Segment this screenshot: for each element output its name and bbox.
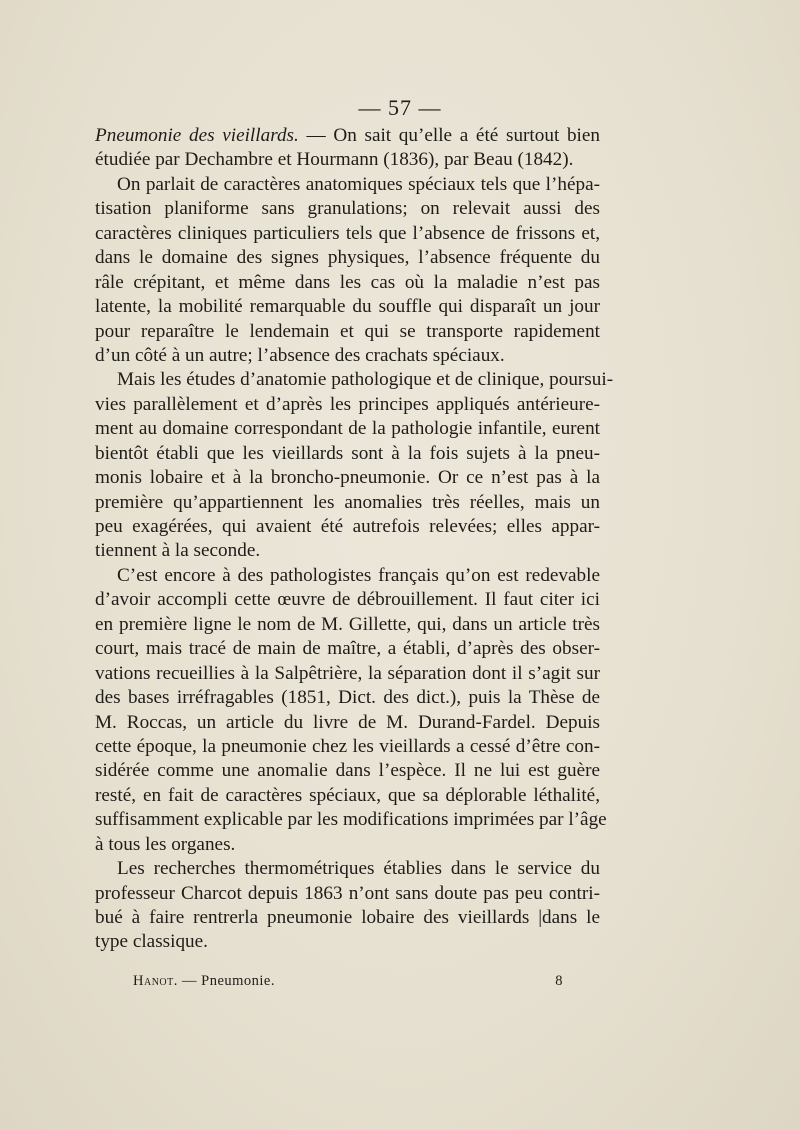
running-footer bbox=[133, 973, 275, 990]
text-line: tiennent à la seconde. bbox=[95, 540, 261, 562]
footer-title: — Pneumonie. bbox=[177, 973, 275, 989]
text-line: cette époque, la pneumonie chez les vieillards a cessé d’être con- bbox=[95, 735, 600, 757]
text-line: type classique. bbox=[95, 931, 208, 953]
text-line: court, mais tracé de main de maître, a établi, d’après des obser- bbox=[95, 638, 600, 660]
text-line-fragment: — On sait qu’elle a été surtout bien bbox=[298, 125, 600, 146]
text-body bbox=[95, 124, 614, 955]
text-line: professeur Charcot depuis 1863 n’ont sans doute pas peu contri- bbox=[95, 882, 600, 904]
text-line: C’est encore à des pathologistes français qu’on est redevable bbox=[117, 564, 600, 586]
text-line: latente, la mobilité remarquable du souffle qui disparaît un jour bbox=[95, 296, 600, 318]
text-line: monis lobaire et à la broncho-pneumonie. Or ce n’est pas à la bbox=[95, 467, 600, 489]
text-line: râle crépitant, et même dans les cas où la maladie n’est pas bbox=[95, 271, 600, 293]
text-line: d’avoir accompli cette œuvre de débrouillement. Il faut citer ici bbox=[95, 589, 600, 611]
text-line: ment au domaine correspondant de la pathologie infantile, eurent bbox=[95, 418, 600, 440]
section-heading: Pneumonie des vieillards. bbox=[95, 125, 299, 146]
text-line: à tous les organes. bbox=[95, 833, 236, 855]
signature-mark: 8 bbox=[555, 973, 563, 989]
text-line: caractères cliniques particuliers tels que l’absence de frissons et, bbox=[95, 222, 600, 244]
text-line: bué à faire rentrerla pneumonie lobaire des vieillards |dans le bbox=[95, 907, 600, 928]
text-line: suffisamment explicable par les modifications imprimées par l’âge bbox=[95, 809, 607, 831]
page-footer bbox=[133, 973, 563, 990]
text-line: bientôt établi que les vieillards sont à la fois sujets à la pneu- bbox=[95, 442, 600, 464]
text-line: M. Roccas, un article du livre de M. Durand-Fardel. Depuis bbox=[95, 711, 600, 733]
text-line: des bases irréfragables (1851, Dict. des dict.), puis la Thèse de bbox=[95, 687, 600, 709]
text-line: pour reparaître le lendemain et qui se transporte rapidement bbox=[95, 320, 600, 342]
text-line: vies parallèlement et d’après les principes appliqués antérieure- bbox=[95, 393, 600, 415]
text-line: tisation planiforme sans granulations; on relevait aussi des bbox=[95, 198, 600, 220]
text-line bbox=[95, 124, 600, 148]
text-line: On parlait de caractères anatomiques spéciaux tels que l’hépa- bbox=[117, 173, 600, 195]
text-line: vations recueillies à la Salpêtrière, la séparation dont il s’agit sur bbox=[95, 662, 600, 684]
text-line: d’un côté à un autre; l’absence des crachats spéciaux. bbox=[95, 344, 505, 366]
text-line: sidérée comme une anomalie dans l’espèce. Il ne lui est guère bbox=[95, 760, 600, 782]
footer-author: Hanot. bbox=[133, 973, 178, 989]
text-line: Les recherches thermométriques établies dans le service du bbox=[117, 858, 600, 880]
text-line: dans le domaine des signes physiques, l’absence fréquente du bbox=[95, 247, 600, 269]
page-number: — 57 — bbox=[358, 95, 442, 120]
text-line: Mais les études d’anatomie pathologique et de clinique, poursui- bbox=[117, 369, 614, 391]
text-line: peu exagérées, qui avaient été autrefois relevées; elles appar- bbox=[95, 516, 600, 537]
text-line: resté, en fait de caractères spéciaux, que sa déplorable léthalité, bbox=[95, 784, 600, 806]
text-line: étudiée par Dechambre et Hourmann (1836), par Beau (1842). bbox=[95, 149, 574, 171]
text-line: en première ligne le nom de M. Gillette, qui, dans un article très bbox=[95, 613, 600, 635]
text-line: première qu’appartiennent les anomalies très réelles, mais un bbox=[95, 491, 600, 513]
